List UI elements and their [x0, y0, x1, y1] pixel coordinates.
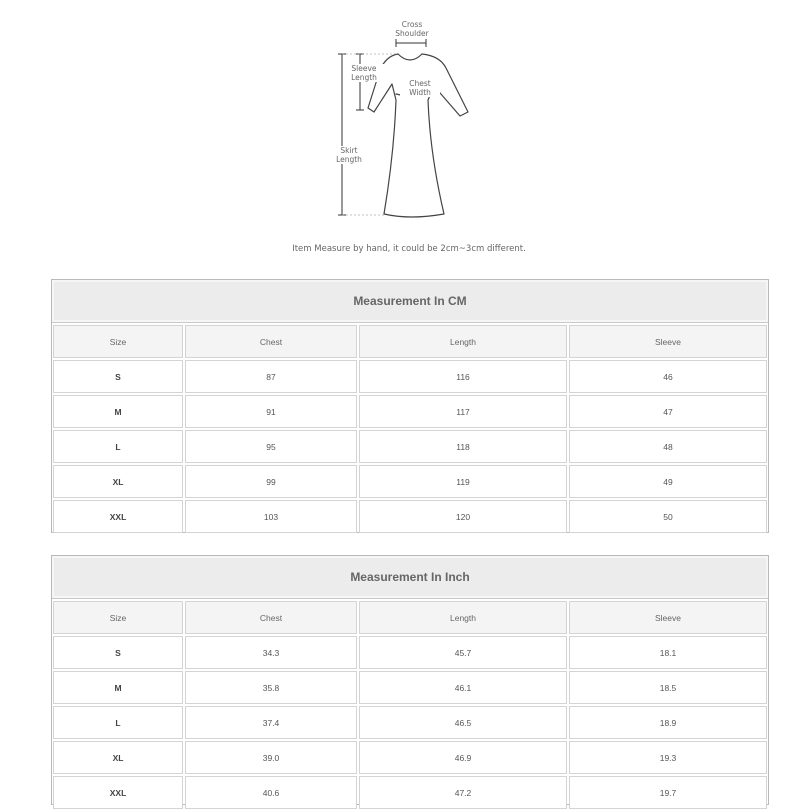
size-cell: M [53, 395, 183, 428]
dress-measurement-diagram [330, 14, 480, 224]
table-cell: 46.9 [359, 741, 567, 774]
column-header: Length [359, 601, 567, 634]
size-table-inch [51, 555, 769, 805]
size-cell: M [53, 671, 183, 704]
table-cell: 18.5 [569, 671, 767, 704]
measure-note: Item Measure by hand, it could be 2cm~3cm different. [292, 244, 526, 254]
size-cell: S [53, 636, 183, 669]
table-cell: 99 [185, 465, 357, 498]
table-cell: 119 [359, 465, 567, 498]
size-cell: XL [53, 741, 183, 774]
table-cell: 46.5 [359, 706, 567, 739]
table-grid [52, 599, 768, 809]
cross-shoulder-label: Cross Shoulder [395, 20, 429, 38]
size-cell: XL [53, 465, 183, 498]
size-cell: XXL [53, 500, 183, 533]
column-header: Chest [185, 325, 357, 358]
column-header: Length [359, 325, 567, 358]
table-cell: 95 [185, 430, 357, 463]
table-cell: 118 [359, 430, 567, 463]
table-cell: 37.4 [185, 706, 357, 739]
table-cell: 50 [569, 500, 767, 533]
table-cell: 45.7 [359, 636, 567, 669]
dress-outline-icon [330, 14, 480, 224]
size-cell: L [53, 706, 183, 739]
table-cell: 18.9 [569, 706, 767, 739]
table-cell: 46.1 [359, 671, 567, 704]
table-cell: 35.8 [185, 671, 357, 704]
size-cell: XXL [53, 776, 183, 809]
table-cell: 91 [185, 395, 357, 428]
skirt-length-label: Skirt Length [330, 146, 368, 164]
column-header: Chest [185, 601, 357, 634]
table-cell: 19.7 [569, 776, 767, 809]
size-table-cm [51, 279, 769, 533]
table-cell: 87 [185, 360, 357, 393]
table-cell: 47.2 [359, 776, 567, 809]
table-cell: 18.1 [569, 636, 767, 669]
table-cell: 120 [359, 500, 567, 533]
table-cell: 116 [359, 360, 567, 393]
table-grid [52, 323, 768, 533]
table-cell: 34.3 [185, 636, 357, 669]
table-cell: 48 [569, 430, 767, 463]
table-cell: 46 [569, 360, 767, 393]
column-header: Size [53, 325, 183, 358]
table-cell: 19.3 [569, 741, 767, 774]
chest-width-label: Chest Width [400, 79, 440, 97]
sleeve-length-label: Sleeve Length [344, 64, 384, 82]
column-header: Sleeve [569, 325, 767, 358]
table-cell: 103 [185, 500, 357, 533]
table-cell: 39.0 [185, 741, 357, 774]
size-cell: S [53, 360, 183, 393]
size-cell: L [53, 430, 183, 463]
table-cell: 47 [569, 395, 767, 428]
column-header: Sleeve [569, 601, 767, 634]
table-cell: 40.6 [185, 776, 357, 809]
table-cell: 117 [359, 395, 567, 428]
table-title: Measurement In CM [52, 280, 768, 323]
column-header: Size [53, 601, 183, 634]
table-title: Measurement In Inch [52, 556, 768, 599]
table-cell: 49 [569, 465, 767, 498]
